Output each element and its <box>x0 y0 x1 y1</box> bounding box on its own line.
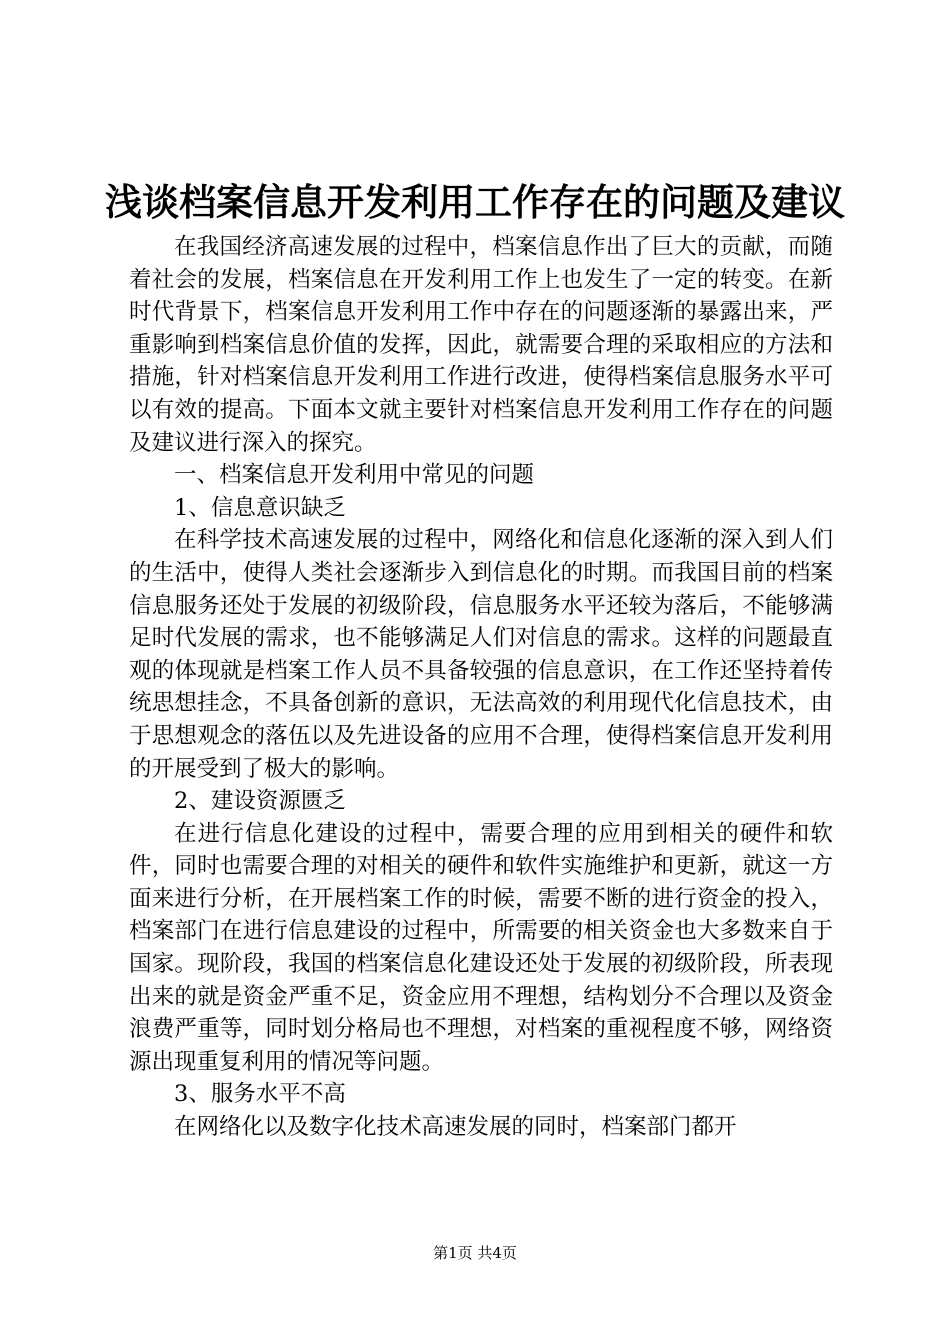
document-title: 浅谈档案信息开发利用工作存在的问题及建议 <box>105 180 845 224</box>
subheading-information-awareness: 1、信息意识缺乏 <box>174 494 346 521</box>
subheading-service-level: 3、服务水平不高 <box>174 1081 346 1108</box>
section-heading-problems: 一、档案信息开发利用中常见的问题 <box>174 462 535 489</box>
paragraph-intro: 在我国经济高速发展的过程中，档案信息作出了巨大的贡献，而随着社会的发展，档案信息在开发利用工作上也发生了一定的转变。在新时代背景下，档案信息开发利用工作中存在的问题逐渐的暴露出来，严重影响到档案信息价值的发挥，因此，就需要合理的采取相应的方法和措施，针对档案信息开发利用工作进行改进，使得档案信息服务水平可以有效的提高。下面本文就主要针对档案信息开发利用工作存在的问题及建议进行深入的探究。 <box>129 234 833 456</box>
paragraph-service-level: 在网络化以及数字化技术高速发展的同时，档案部门都开 <box>174 1114 737 1141</box>
subheading-resource-shortage: 2、建设资源匮乏 <box>174 788 346 815</box>
paragraph-information-awareness: 在科学技术高速发展的过程中，网络化和信息化逐渐的深入到人们的生活中，使得人类社会逐渐步入到信息化的时期。而我国目前的档案信息服务还处于发展的初级阶段，信息服务水平还较为落后，不能够满足时代发展的需求，也不能够满足人们对信息的需求。这样的问题最直观的体现就是档案工作人员不具备较强的信息意识，在工作还坚持着传统思想挂念，不具备创新的意识，无法高效的利用现代化信息技术，由于思想观念的落伍以及先进设备的应用不合理，使得档案信息开发利用的开展受到了极大的影响。 <box>129 527 833 782</box>
page-footer: 第1页 共4页 <box>433 1244 517 1262</box>
paragraph-resource-shortage: 在进行信息化建设的过程中，需要合理的应用到相关的硬件和软件，同时也需要合理的对相关的硬件和软件实施维护和更新，就这一方面来进行分析，在开展档案工作的时候，需要不断的进行资金的投入，档案部门在进行信息建设的过程中，所需要的相关资金也大多数来自于国家。现阶段，我国的档案信息化建设还处于发展的初级阶段，所表现出来的就是资金严重不足，资金应用不理想，结构划分不合理以及资金浪费严重等，同时划分格局也不理想，对档案的重视程度不够，网络资源出现重复利用的情况等问题。 <box>129 820 833 1075</box>
document-body <box>129 231 833 1144</box>
